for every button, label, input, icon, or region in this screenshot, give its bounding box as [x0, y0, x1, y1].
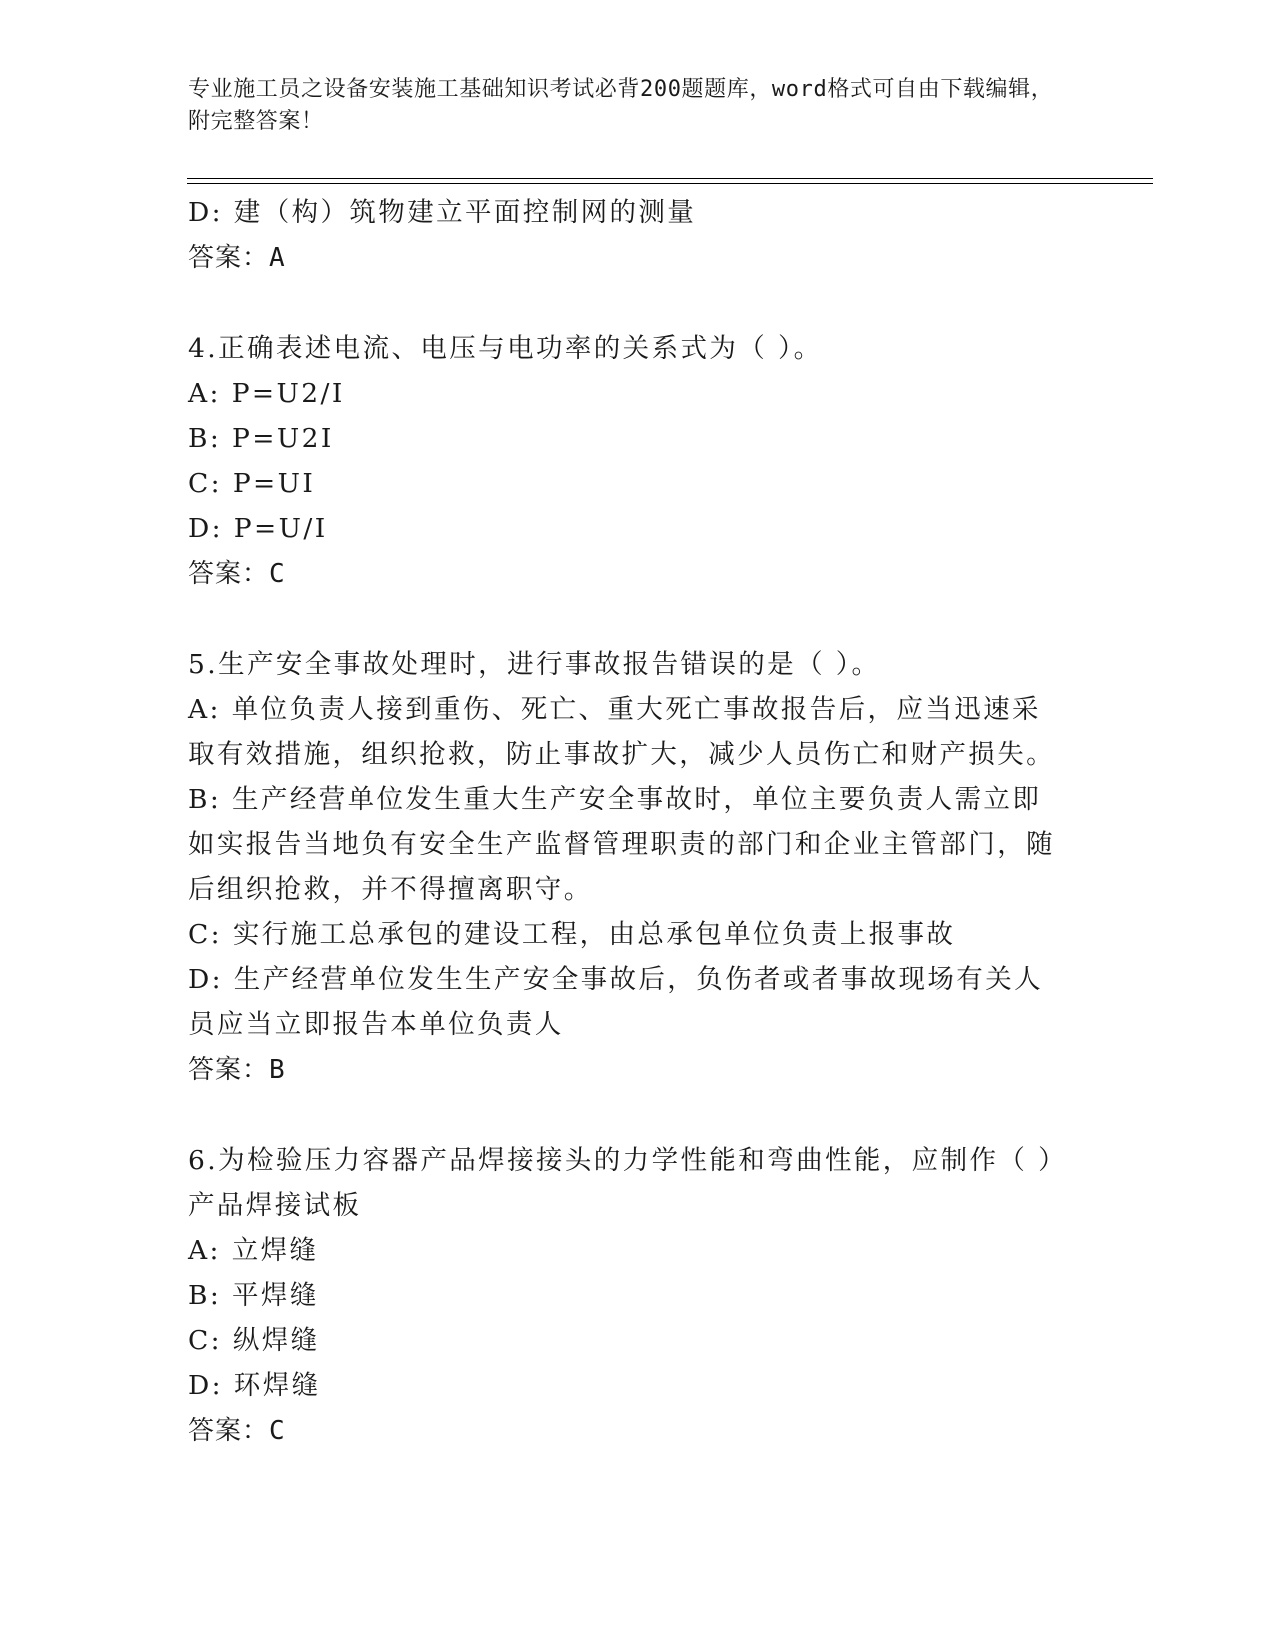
option-c: C: 实行施工总承包的建设工程，由总承包单位负责上报事故 [188, 919, 956, 950]
answer-line: 答案：C [188, 1416, 286, 1446]
question-3-tail [188, 190, 1088, 281]
answer-line: 答案：B [188, 1055, 286, 1085]
document-header [188, 74, 1068, 138]
question-stem: 5.生产安全事故处理时，进行事故报告错误的是（ ）。 [188, 649, 881, 680]
question-list [188, 190, 1088, 1454]
option-d: D: 建（构）筑物建立平面控制网的测量 [188, 197, 697, 228]
answer-line: 答案：A [188, 243, 286, 273]
question-6 [188, 1138, 1088, 1454]
option-a: A: P=U2/I [188, 378, 345, 409]
header-divider-bottom [187, 183, 1153, 184]
option-c: C: 纵焊缝 [188, 1325, 320, 1356]
option-d: D: P=U/I [188, 513, 328, 544]
spacer [188, 1093, 1088, 1138]
question-4 [188, 326, 1088, 597]
question-5 [188, 642, 1088, 1093]
option-b: B: 生产经营单位发生重大生产安全事故时，单位主要负责人需立即如实报告当地负有安全生产监督管理职责的部门和企业主管部门，随后组织抢救，并不得擅离职守。 [188, 784, 1055, 905]
option-d: D: 生产经营单位发生生产安全事故后，负伤者或者事故现场有关人员应当立即报告本单位负责人 [188, 964, 1043, 1040]
question-stem: 4.正确表述电流、电压与电功率的关系式为（ ）。 [188, 333, 823, 364]
option-d: D: 环焊缝 [188, 1370, 321, 1401]
question-stem: 6.为检验压力容器产品焊接接头的力学性能和弯曲性能，应制作（ ）产品焊接试板 [188, 1145, 1068, 1221]
answer-line: 答案：C [188, 559, 286, 589]
option-a: A: 单位负责人接到重伤、死亡、重大死亡事故报告后，应当迅速采取有效措施，组织抢救，防止事故扩大，减少人员伤亡和财产损失。 [188, 694, 1055, 770]
spacer [188, 281, 1088, 326]
option-b: B: P=U2I [188, 423, 334, 454]
header-divider-top [187, 178, 1153, 179]
option-a: A: 立焊缝 [188, 1235, 319, 1266]
option-c: C: P=UI [188, 468, 316, 499]
option-b: B: 平焊缝 [188, 1280, 319, 1311]
document-title: 专业施工员之设备安装施工基础知识考试必背200题题库，word格式可自由下载编辑，附完整答案！ [188, 77, 1054, 134]
spacer [188, 597, 1088, 642]
